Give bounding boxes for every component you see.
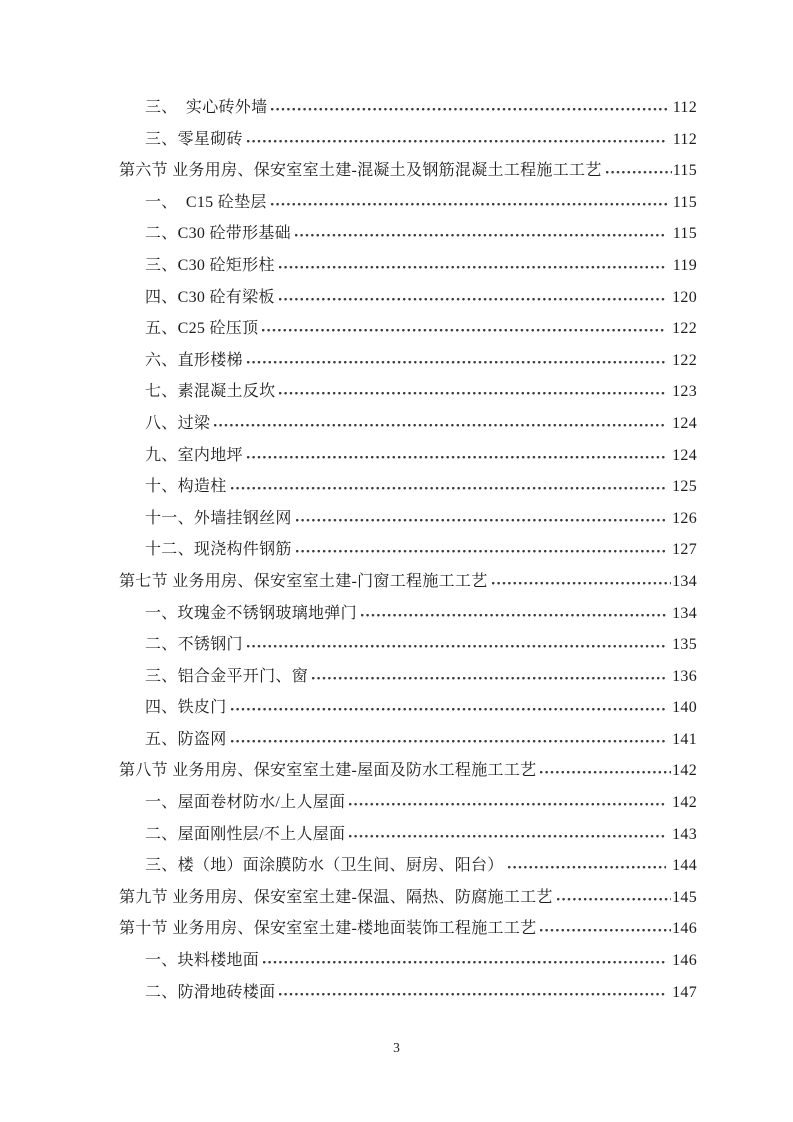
toc-entry-title: 三、零星砌砖	[145, 130, 243, 148]
toc-entry-title: 七、素混凝土反坎	[145, 383, 276, 401]
dot-leader	[540, 929, 671, 933]
toc-entry-page-number: 127	[672, 541, 697, 559]
dot-leader	[231, 487, 667, 491]
toc-entry-title: 三、楼（地）面涂膜防水（卫生间、厨房、阳台）	[145, 857, 504, 875]
dot-leader	[263, 961, 666, 965]
toc-entry-title: 二、屋面刚性层/不上人屋面	[145, 825, 346, 843]
toc-entry[interactable]	[119, 376, 697, 408]
dot-leader	[295, 234, 667, 238]
toc-entry-title: 第十节 业务用房、保安室室土建-楼地面装饰工程施工工艺	[119, 920, 537, 938]
dot-leader	[231, 740, 667, 744]
toc-entry-page-number: 120	[672, 288, 697, 306]
dot-leader	[271, 203, 667, 207]
toc-entry-title: 九、室内地坪	[145, 446, 243, 464]
dot-leader	[361, 614, 666, 618]
toc-entry-page-number: 146	[672, 952, 697, 970]
toc-entry-title: 一、 C15 砼垫层	[145, 193, 267, 211]
toc-entry-title: 十、构造柱	[145, 478, 227, 496]
toc-entry-title: 四、C30 砼有梁板	[145, 288, 275, 306]
footer-page-number: 3	[393, 1040, 400, 1055]
toc-entry[interactable]	[119, 819, 697, 851]
toc-entry-page-number: 140	[672, 699, 697, 717]
dot-leader	[271, 108, 666, 112]
dot-leader	[262, 329, 666, 333]
dot-leader	[540, 771, 671, 775]
dot-leader	[214, 424, 666, 428]
toc-entry-title: 第九节 业务用房、保安室室土建-保温、隔热、防腐施工工艺	[119, 888, 553, 906]
dot-leader	[349, 803, 666, 807]
toc-entry[interactable]	[119, 313, 697, 345]
toc-entry[interactable]	[119, 724, 697, 756]
toc-entry-page-number: 122	[672, 351, 697, 369]
toc-entry-page-number: 141	[672, 730, 697, 748]
toc-entry-page-number: 142	[672, 794, 697, 812]
toc-entry-page-number: 142	[672, 762, 697, 780]
dot-leader	[279, 266, 667, 270]
toc-entry-page-number: 146	[672, 920, 697, 938]
dot-leader	[247, 140, 667, 144]
toc-entry[interactable]	[119, 755, 697, 787]
toc-entry-page-number: 112	[672, 130, 697, 148]
toc-entry[interactable]	[119, 629, 697, 661]
toc-entry-title: 八、过梁	[145, 414, 211, 432]
dot-leader	[606, 171, 672, 175]
toc-entry[interactable]	[119, 92, 697, 124]
toc-entry-page-number: 134	[672, 604, 697, 622]
dot-leader	[557, 898, 671, 902]
toc-entry-title: 一、屋面卷材防水/上人屋面	[145, 794, 346, 812]
toc-entry[interactable]	[119, 566, 697, 598]
toc-entry-title: 第八节 业务用房、保安室室土建-屋面及防水工程施工工艺	[119, 762, 537, 780]
toc-entry-title: 一、玫瑰金不锈钢玻璃地弹门	[145, 604, 357, 622]
toc-entry-title: 五、C25 砼压顶	[145, 320, 259, 338]
toc-entry[interactable]	[119, 661, 697, 693]
toc-entry-title: 第六节 业务用房、保安室室土建-混凝土及钢筋混凝土工程施工工艺	[119, 162, 602, 180]
toc-entry-page-number: 115	[672, 193, 697, 211]
dot-leader	[508, 866, 666, 870]
toc-entry-page-number: 135	[672, 636, 697, 654]
toc-entry-title: 一、块料楼地面	[145, 952, 260, 970]
toc-entry[interactable]	[119, 882, 697, 914]
toc-entry[interactable]	[119, 471, 697, 503]
toc-entry-page-number: 112	[672, 99, 697, 116]
toc-entry-page-number: 125	[672, 478, 697, 496]
dot-leader	[247, 645, 666, 649]
toc-entry-title: 四、铁皮门	[145, 699, 227, 717]
dot-leader	[296, 519, 666, 523]
toc-entry[interactable]	[119, 692, 697, 724]
toc-entry-title: 二、防滑地砖楼面	[145, 983, 276, 1001]
toc-entry[interactable]	[119, 945, 697, 977]
dot-leader	[279, 392, 666, 396]
toc-entry-title: 第七节 业务用房、保安室室土建-门窗工程施工工艺	[119, 572, 488, 590]
dot-leader	[279, 298, 666, 302]
toc-entry[interactable]	[119, 440, 697, 472]
toc-entry-title: 十二、现浇构件钢筋	[145, 541, 292, 559]
toc-entry-page-number: 134	[672, 572, 697, 590]
toc-entry-page-number: 126	[672, 509, 697, 527]
toc-entry-page-number: 122	[672, 320, 697, 338]
toc-entry-title: 三、铝合金平开门、窗	[145, 667, 309, 685]
toc-entry-page-number: 115	[672, 225, 697, 243]
toc-entry[interactable]	[119, 913, 697, 945]
toc-entry-page-number: 147	[672, 983, 697, 1001]
toc-entry[interactable]	[119, 282, 697, 314]
dot-leader	[247, 456, 666, 460]
dot-leader	[231, 708, 667, 712]
toc-entry-page-number: 119	[672, 256, 697, 274]
toc-entry-title: 十一、外墙挂钢丝网	[145, 509, 292, 527]
dot-leader	[296, 550, 666, 554]
toc-entry[interactable]	[119, 155, 697, 187]
toc-entry-page-number: 145	[672, 888, 697, 906]
toc-entry[interactable]	[119, 124, 697, 156]
dot-leader	[312, 677, 666, 681]
dot-leader	[279, 993, 666, 997]
toc-entry-page-number: 144	[672, 857, 697, 875]
toc-entry[interactable]	[119, 187, 697, 219]
toc-entry-title: 六、直形楼梯	[145, 351, 243, 369]
toc-entry[interactable]	[119, 787, 697, 819]
toc-list	[119, 92, 697, 1008]
toc-entry[interactable]	[119, 503, 697, 535]
toc-entry[interactable]	[119, 408, 697, 440]
toc-entry-page-number: 115	[672, 162, 697, 180]
toc-entry[interactable]	[119, 977, 697, 1009]
dot-leader	[247, 361, 666, 365]
toc-entry-page-number: 124	[672, 446, 697, 464]
toc-entry[interactable]	[119, 534, 697, 566]
toc-entry[interactable]	[119, 218, 697, 250]
toc-entry-title: 三、C30 砼矩形柱	[145, 256, 275, 274]
toc-entry-page-number: 143	[672, 825, 697, 843]
toc-entry[interactable]	[119, 850, 697, 882]
toc-entry[interactable]	[119, 250, 697, 282]
toc-entry-page-number: 124	[672, 414, 697, 432]
toc-entry-page-number: 136	[672, 667, 697, 685]
toc-entry[interactable]	[119, 598, 697, 630]
toc-entry[interactable]	[119, 345, 697, 377]
dot-leader	[492, 582, 672, 586]
toc-entry-title: 二、C30 砼带形基础	[145, 225, 291, 243]
toc-entry-title: 五、防盗网	[145, 730, 227, 748]
dot-leader	[349, 835, 666, 839]
toc-entry-title: 二、不锈钢门	[145, 636, 243, 654]
toc-entry-title: 三、 实心砖外墙	[145, 99, 268, 116]
toc-entry-page-number: 123	[672, 383, 697, 401]
